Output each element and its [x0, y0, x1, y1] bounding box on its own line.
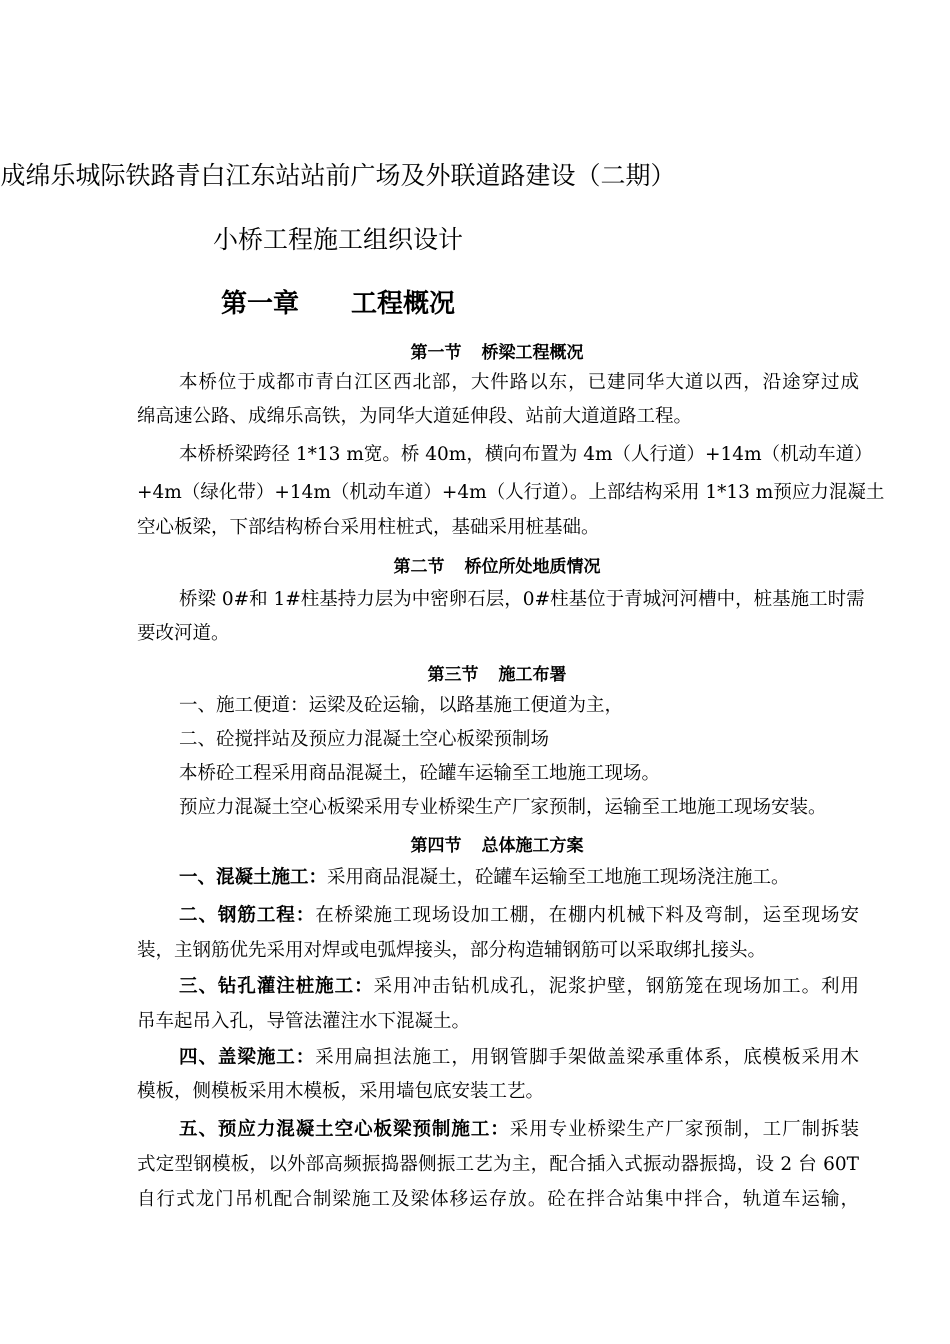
paragraph-line — [137, 1046, 859, 1070]
section-number: 第一节 — [410, 343, 462, 363]
section-heading-2 — [0, 552, 950, 577]
section-title: 桥位所处地质情况 — [464, 557, 601, 577]
item-text: 采用商品混凝土，砼罐车运输至工地施工现场浇注施工。 — [327, 867, 790, 888]
paragraph-line — [137, 904, 859, 928]
section-number: 第四节 — [410, 836, 462, 856]
section-heading-4 — [0, 831, 950, 856]
paragraph-line: 式定型钢模板，以外部高频振捣器侧振工艺为主，配合插入式振动器振捣，设 2 台 60T — [137, 1154, 859, 1175]
section-title: 桥梁工程概况 — [481, 343, 584, 363]
section-title: 总体施工方案 — [481, 836, 584, 856]
chapter-heading: 第一章 工程概况 — [220, 289, 455, 319]
paragraph-line: 本桥位于成都市青白江区西北部，大件路以东，已建同华大道以西，沿途穿过成 — [179, 372, 859, 393]
paragraph-line: 模板，侧模板采用木模板，采用墙包底安装工艺。 — [137, 1081, 545, 1102]
document-title: 成绵乐城际铁路青白江东站站前广场及外联道路建设（二期） — [0, 161, 676, 190]
item-text: 采用专业桥梁生产厂家预制，工厂制拆装 — [509, 1119, 859, 1140]
section-title: 施工布署 — [498, 665, 567, 685]
item-text: 采用扁担法施工，用钢管脚手架做盖梁承重体系，底模板采用木 — [315, 1047, 859, 1068]
item-text: 在桥梁施工现场设加工棚，在棚内机械下料及弯制，运至现场安 — [315, 905, 859, 926]
paragraph-line: 要改河道。 — [137, 623, 230, 644]
item-label: 四、盖梁施工： — [179, 1047, 316, 1068]
paragraph-line — [137, 975, 859, 999]
section-number: 第三节 — [427, 665, 479, 685]
paragraph-line: 吊车起吊入孔，导管法灌注水下混凝土。 — [137, 1011, 471, 1032]
paragraph-line: 预应力混凝土空心板梁采用专业桥梁生产厂家预制，运输至工地施工现场安装。 — [179, 797, 827, 818]
item-label: 三、钻孔灌注桩施工： — [179, 976, 374, 997]
item-text: 采用冲击钻机成孔，泥浆护壁，钢筋笼在现场加工。利用 — [373, 976, 859, 997]
paragraph-line: 一、施工便道：运梁及砼运输，以路基施工便道为主， — [179, 695, 624, 716]
paragraph-line: 桥梁 0#和 1#柱基持力层为中密卵石层，0#柱基位于青城河河槽中，桩基施工时需 — [179, 589, 865, 610]
paragraph-line: 绵高速公路、成绵乐高铁，为同华大道延伸段、站前大道道路工程。 — [137, 406, 693, 427]
paragraph-line: 空心板梁，下部结构桥台采用柱桩式，基础采用桩基础。 — [137, 517, 600, 538]
section-heading-3 — [0, 660, 950, 685]
paragraph-line: +4m（绿化带）+14m（机动车道）+4m（人行道）。上部结构采用 1*13 m预应力混凝土 — [137, 482, 885, 503]
paragraph-line: 自行式龙门吊机配合制梁施工及梁体移运存放。砼在拌合站集中拌合，轨道车运输， — [137, 1189, 859, 1210]
item-label: 五、预应力混凝土空心板梁预制施工： — [179, 1119, 510, 1140]
paragraph-line — [137, 866, 859, 890]
paragraph-line — [137, 1118, 859, 1142]
section-heading-1 — [0, 338, 950, 363]
section-number: 第二节 — [393, 557, 445, 577]
item-label: 二、钢筋工程： — [179, 905, 316, 926]
item-label: 一、混凝土施工： — [179, 867, 328, 888]
paragraph-line: 装，主钢筋优先采用对焊或电弧焊接头，部分构造辅钢筋可以采取绑扎接头。 — [137, 940, 767, 961]
document-subtitle: 小桥工程施工组织设计 — [212, 225, 463, 254]
paragraph-line: 本桥桥梁跨径 1*13 m宽。桥 40m，横向布置为 4m（人行道）+14m（机动车道） — [179, 444, 873, 465]
paragraph-line: 二、砼搅拌站及预应力混凝土空心板梁预制场 — [179, 729, 550, 750]
paragraph-line: 本桥砼工程采用商品混凝土，砼罐车运输至工地施工现场。 — [179, 763, 661, 784]
